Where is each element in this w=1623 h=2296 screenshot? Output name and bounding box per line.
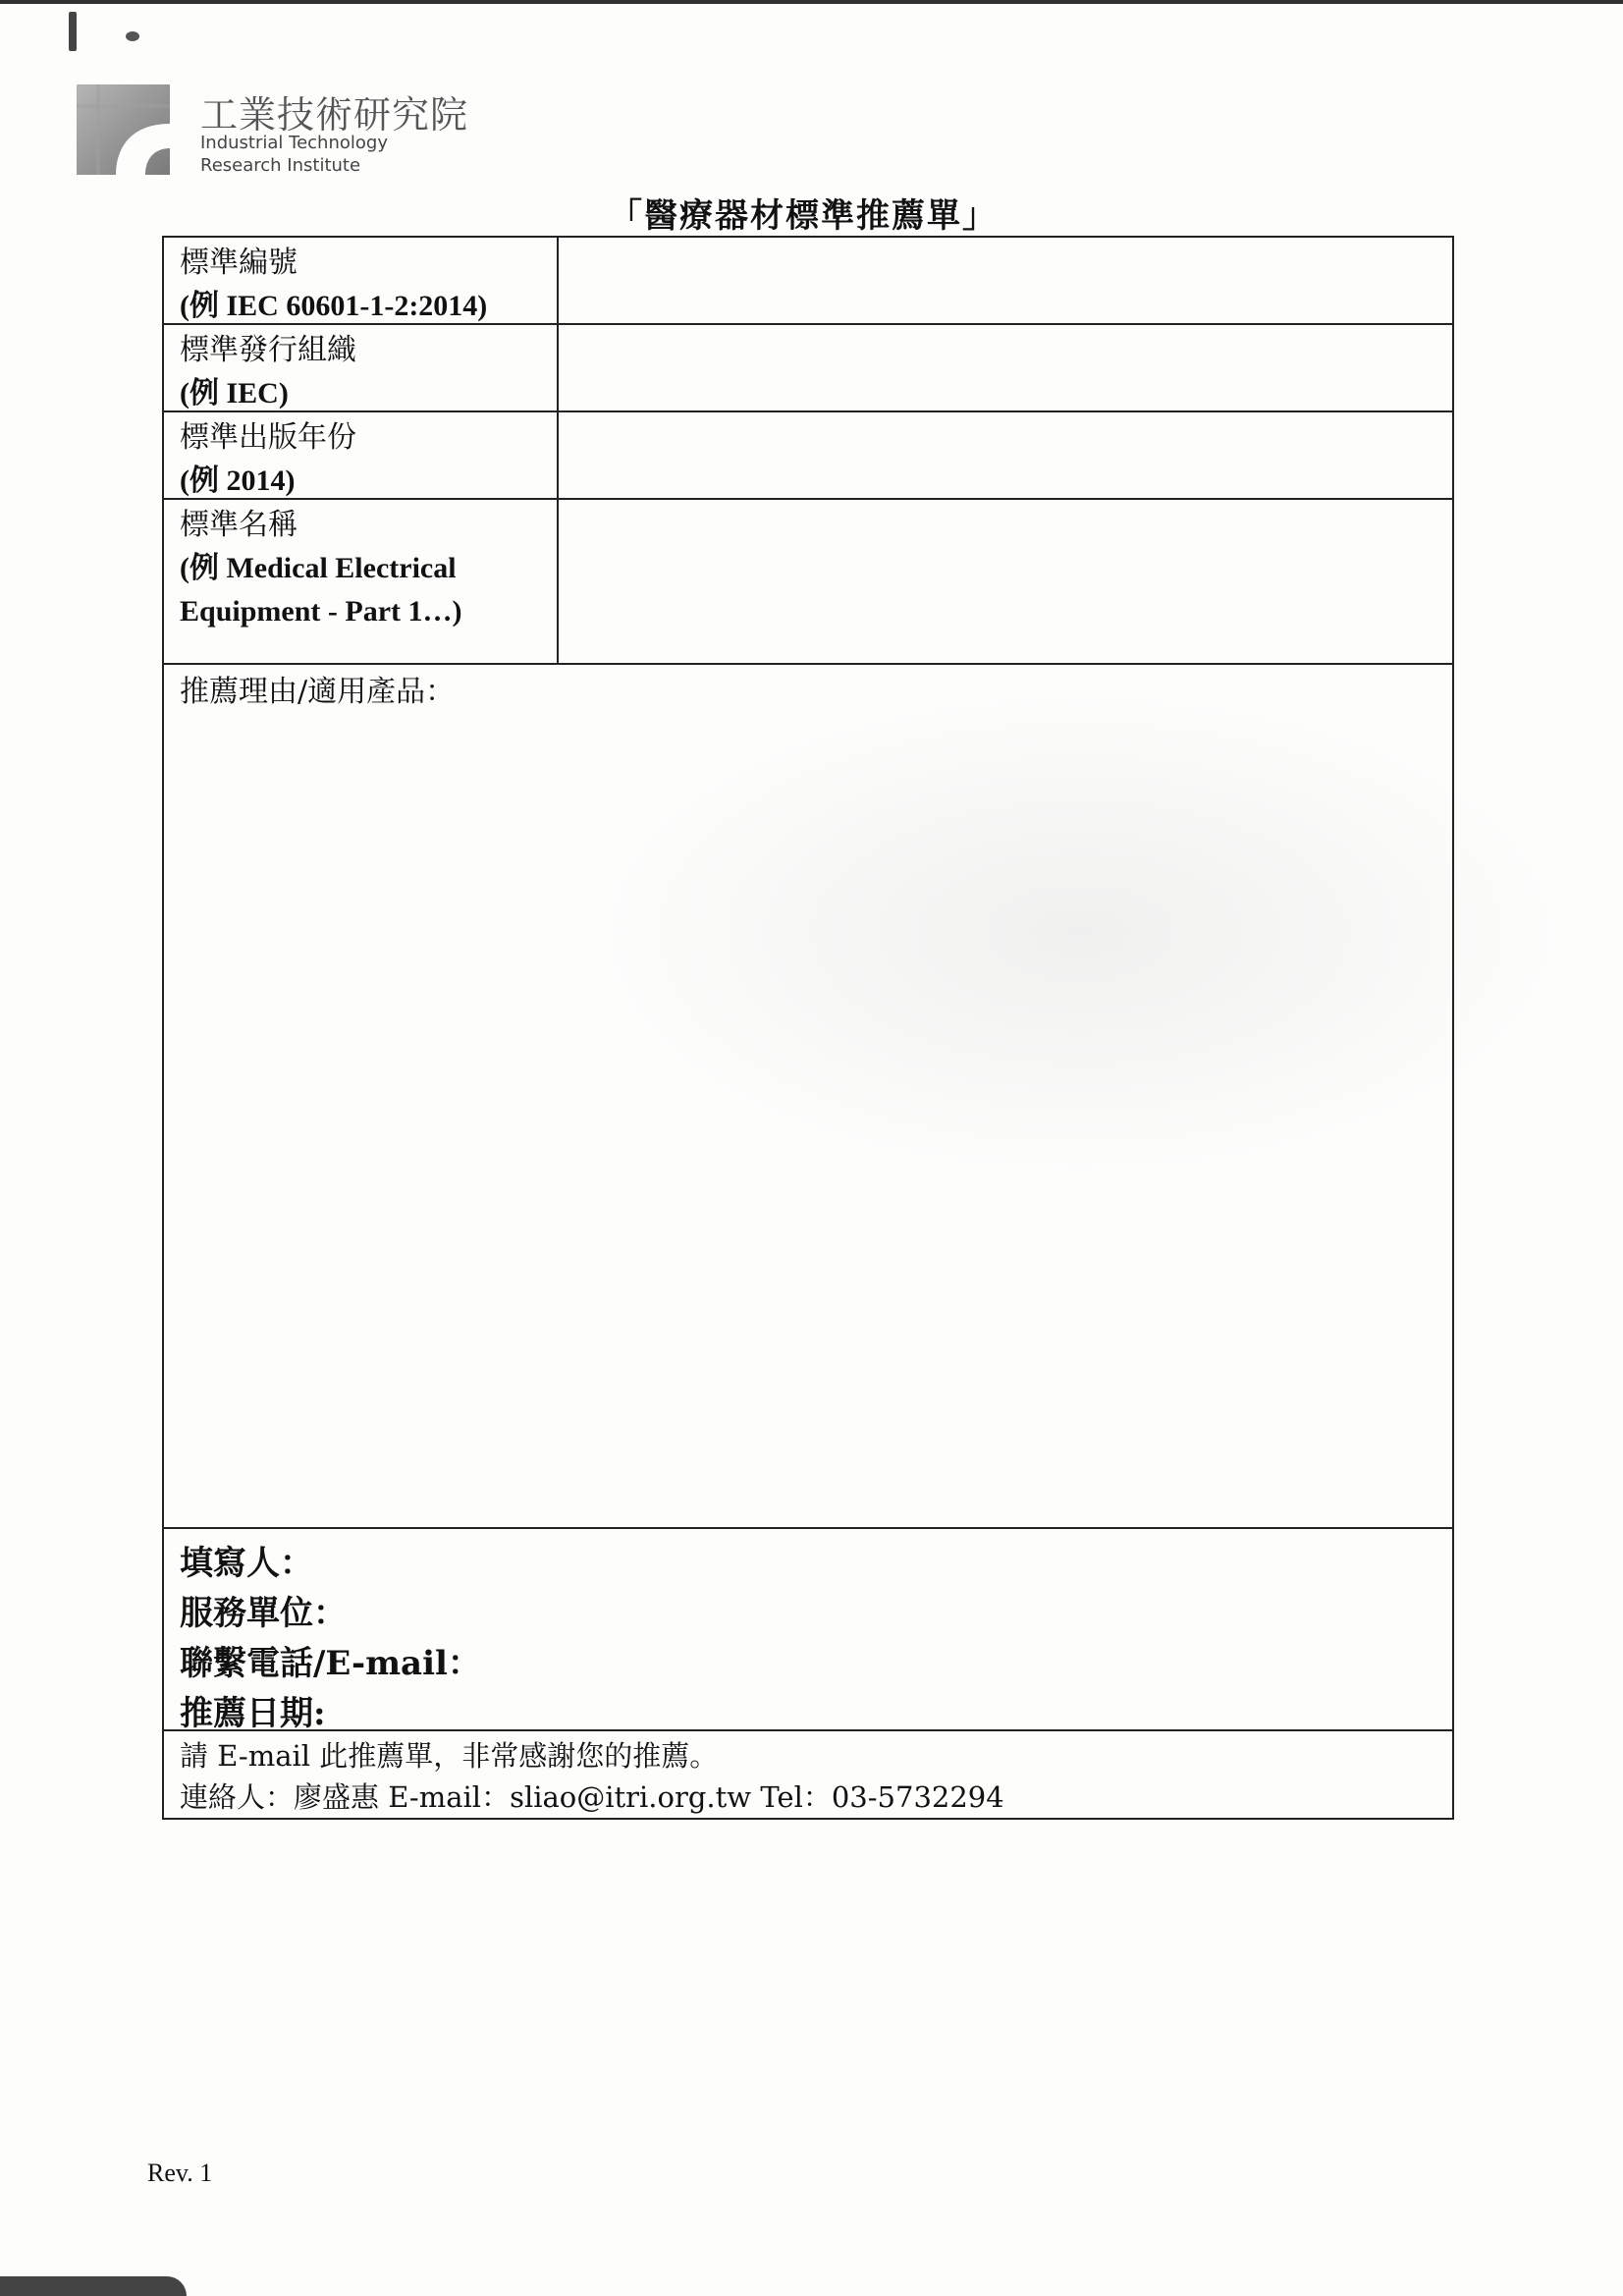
field-example: (例 2014) [180,465,296,497]
field-label: 標準名稱 [180,508,298,542]
field-label-cell [164,325,559,410]
reason-area[interactable] [164,665,470,1527]
field-label-cell [164,412,559,498]
field-example: Equipment - Part 1…) [180,595,462,628]
scan-mark [69,12,77,51]
itri-logo-icon [77,84,170,175]
field-label: 標準發行組織 [180,333,356,367]
filler-label: 填寫人： [180,1544,313,1583]
org-name-zh: 工業技術研究院 [200,93,469,137]
field-example: (例 IEC 60601-1-2:2014) [180,290,488,322]
submission-note [164,1731,1020,1818]
field-row-standard-name [164,500,1452,665]
revision-label: Rev. 1 [147,2159,213,2187]
scan-edge-top [0,0,1623,4]
contact-info-area[interactable] [164,1529,497,1733]
field-label: 標準編號 [180,246,298,280]
reason-row [164,665,1452,1529]
org-name-en-line1: Industrial Technology [200,133,388,153]
field-label-cell [164,500,559,663]
recommend-date-label: 推薦日期: [180,1694,326,1733]
field-row-issuing-org [164,325,1452,412]
reason-label: 推薦理由/適用產品： [180,675,456,709]
field-example: (例 IEC) [180,377,289,410]
service-unit-label: 服務單位： [180,1594,347,1633]
phone-email-label: 聯繫電話/E-mail： [180,1644,481,1683]
scan-mark [126,31,139,41]
field-example: (例 Medical Electrical [180,552,457,584]
note-line: 請 E-mail 此推薦單，非常感謝您的推薦。 [180,1739,719,1773]
org-name-en-line2: Research Institute [200,155,361,176]
field-row-publication-year [164,412,1452,500]
recommendation-form [162,236,1454,1820]
publication-year-input[interactable] [559,412,1452,498]
standard-name-input[interactable] [559,500,1452,663]
issuing-org-input[interactable] [559,325,1452,410]
field-label: 標準出版年份 [180,420,356,455]
note-row [164,1731,1452,1818]
field-label-cell [164,238,559,323]
contact-row [164,1529,1452,1731]
standard-number-input[interactable] [559,238,1452,323]
form-title: 「醫療器材標準推薦單」 [609,196,998,236]
field-row-standard-number [164,238,1452,325]
scan-edge-bottom [0,2276,187,2296]
contact-line: 連絡人：廖盛惠 E-mail：sliao@itri.org.tw Tel：03-5732294 [180,1780,1004,1814]
